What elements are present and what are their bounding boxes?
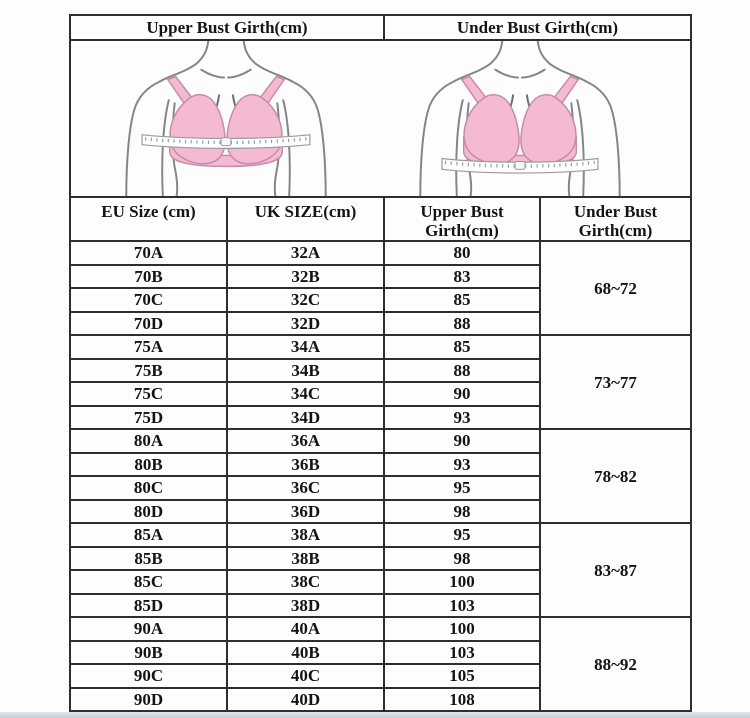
header-line: EU Size (cm)	[101, 202, 196, 221]
cell-under-bust-range: 83~87	[540, 523, 691, 617]
cell-uk-size: 36A	[227, 429, 384, 453]
cell-upper-bust: 98	[384, 500, 540, 524]
cell-eu-size: 80D	[70, 500, 227, 524]
cell-upper-bust: 88	[384, 359, 540, 383]
cell-under-bust-range: 73~77	[540, 335, 691, 429]
cell-under-bust-range: 68~72	[540, 241, 691, 335]
cell-uk-size: 40A	[227, 617, 384, 641]
cell-eu-size: 90A	[70, 617, 227, 641]
illustration-cell	[70, 40, 691, 197]
cell-eu-size: 70B	[70, 265, 227, 289]
cell-upper-bust: 88	[384, 312, 540, 336]
measuring-tape-across-bust	[142, 135, 310, 149]
body-outline	[126, 41, 325, 196]
cell-uk-size: 40B	[227, 641, 384, 665]
cell-uk-size: 32A	[227, 241, 384, 265]
cell-eu-size: 75A	[70, 335, 227, 359]
cell-eu-size: 85A	[70, 523, 227, 547]
cell-uk-size: 40D	[227, 688, 384, 712]
table-row	[70, 335, 691, 359]
upper-bust-measurement-illustration	[111, 41, 341, 196]
under-bust-girth-banner: Under Bust Girth(cm)	[384, 15, 691, 40]
cell-eu-size: 85D	[70, 594, 227, 618]
cell-upper-bust: 85	[384, 335, 540, 359]
cell-upper-bust: 83	[384, 265, 540, 289]
cell-upper-bust: 95	[384, 523, 540, 547]
cell-eu-size: 80C	[70, 476, 227, 500]
cell-uk-size: 32B	[227, 265, 384, 289]
cell-upper-bust: 105	[384, 664, 540, 688]
top-header-row	[70, 15, 691, 40]
header-line: UK SIZE(cm)	[254, 202, 357, 221]
figures-wrapper	[71, 41, 690, 196]
cell-uk-size: 34A	[227, 335, 384, 359]
cell-upper-bust: 90	[384, 382, 540, 406]
cell-eu-size: 85B	[70, 547, 227, 571]
col-header-upper-bust	[384, 197, 540, 241]
cell-upper-bust: 93	[384, 406, 540, 430]
header-line: Girth(cm)	[578, 221, 653, 240]
cell-uk-size: 38D	[227, 594, 384, 618]
cell-uk-size: 34B	[227, 359, 384, 383]
cell-eu-size: 80A	[70, 429, 227, 453]
adjacent-image-edge-strip	[0, 712, 750, 718]
cell-uk-size: 36B	[227, 453, 384, 477]
header-line: Upper Bust	[420, 202, 504, 221]
table-row	[70, 429, 691, 453]
cell-uk-size: 38B	[227, 547, 384, 571]
col-header-eu-size	[70, 197, 227, 241]
cell-uk-size: 34C	[227, 382, 384, 406]
table-row	[70, 617, 691, 641]
cell-uk-size: 40C	[227, 664, 384, 688]
cell-upper-bust: 100	[384, 617, 540, 641]
cell-under-bust-range: 88~92	[540, 617, 691, 711]
cell-eu-size: 75B	[70, 359, 227, 383]
illustration-row	[70, 40, 691, 197]
cell-uk-size: 32C	[227, 288, 384, 312]
cell-eu-size: 75D	[70, 406, 227, 430]
col-header-under-bust	[540, 197, 691, 241]
tape-clasp	[221, 138, 231, 146]
cell-upper-bust: 80	[384, 241, 540, 265]
bra-illustration	[168, 77, 284, 167]
cell-uk-size: 34D	[227, 406, 384, 430]
cell-eu-size: 70D	[70, 312, 227, 336]
header-line: Under Bust	[573, 202, 658, 221]
cell-uk-size: 36C	[227, 476, 384, 500]
cell-under-bust-range: 78~82	[540, 429, 691, 523]
cell-eu-size: 90B	[70, 641, 227, 665]
bra-illustration	[462, 77, 578, 167]
col-header-uk-size	[227, 197, 384, 241]
cell-upper-bust: 95	[384, 476, 540, 500]
cell-uk-size: 38C	[227, 570, 384, 594]
cell-upper-bust: 93	[384, 453, 540, 477]
tape-clasp	[515, 161, 525, 169]
cell-upper-bust: 103	[384, 641, 540, 665]
bra-size-chart-table	[69, 14, 692, 712]
cell-eu-size: 90C	[70, 664, 227, 688]
cell-eu-size: 75C	[70, 382, 227, 406]
table-row	[70, 241, 691, 265]
cell-upper-bust: 100	[384, 570, 540, 594]
cell-eu-size: 90D	[70, 688, 227, 712]
column-header-row	[70, 197, 691, 241]
cell-upper-bust: 90	[384, 429, 540, 453]
table-row	[70, 523, 691, 547]
cell-uk-size: 32D	[227, 312, 384, 336]
cell-upper-bust: 108	[384, 688, 540, 712]
header-line: Girth(cm)	[425, 221, 499, 240]
cell-eu-size: 70C	[70, 288, 227, 312]
cell-upper-bust: 98	[384, 547, 540, 571]
cell-upper-bust: 103	[384, 594, 540, 618]
under-bust-measurement-illustration	[405, 41, 635, 196]
cell-upper-bust: 85	[384, 288, 540, 312]
cell-eu-size: 85C	[70, 570, 227, 594]
cell-eu-size: 80B	[70, 453, 227, 477]
cell-uk-size: 38A	[227, 523, 384, 547]
cell-eu-size: 70A	[70, 241, 227, 265]
upper-bust-girth-banner: Upper Bust Girth(cm)	[70, 15, 384, 40]
cell-uk-size: 36D	[227, 500, 384, 524]
